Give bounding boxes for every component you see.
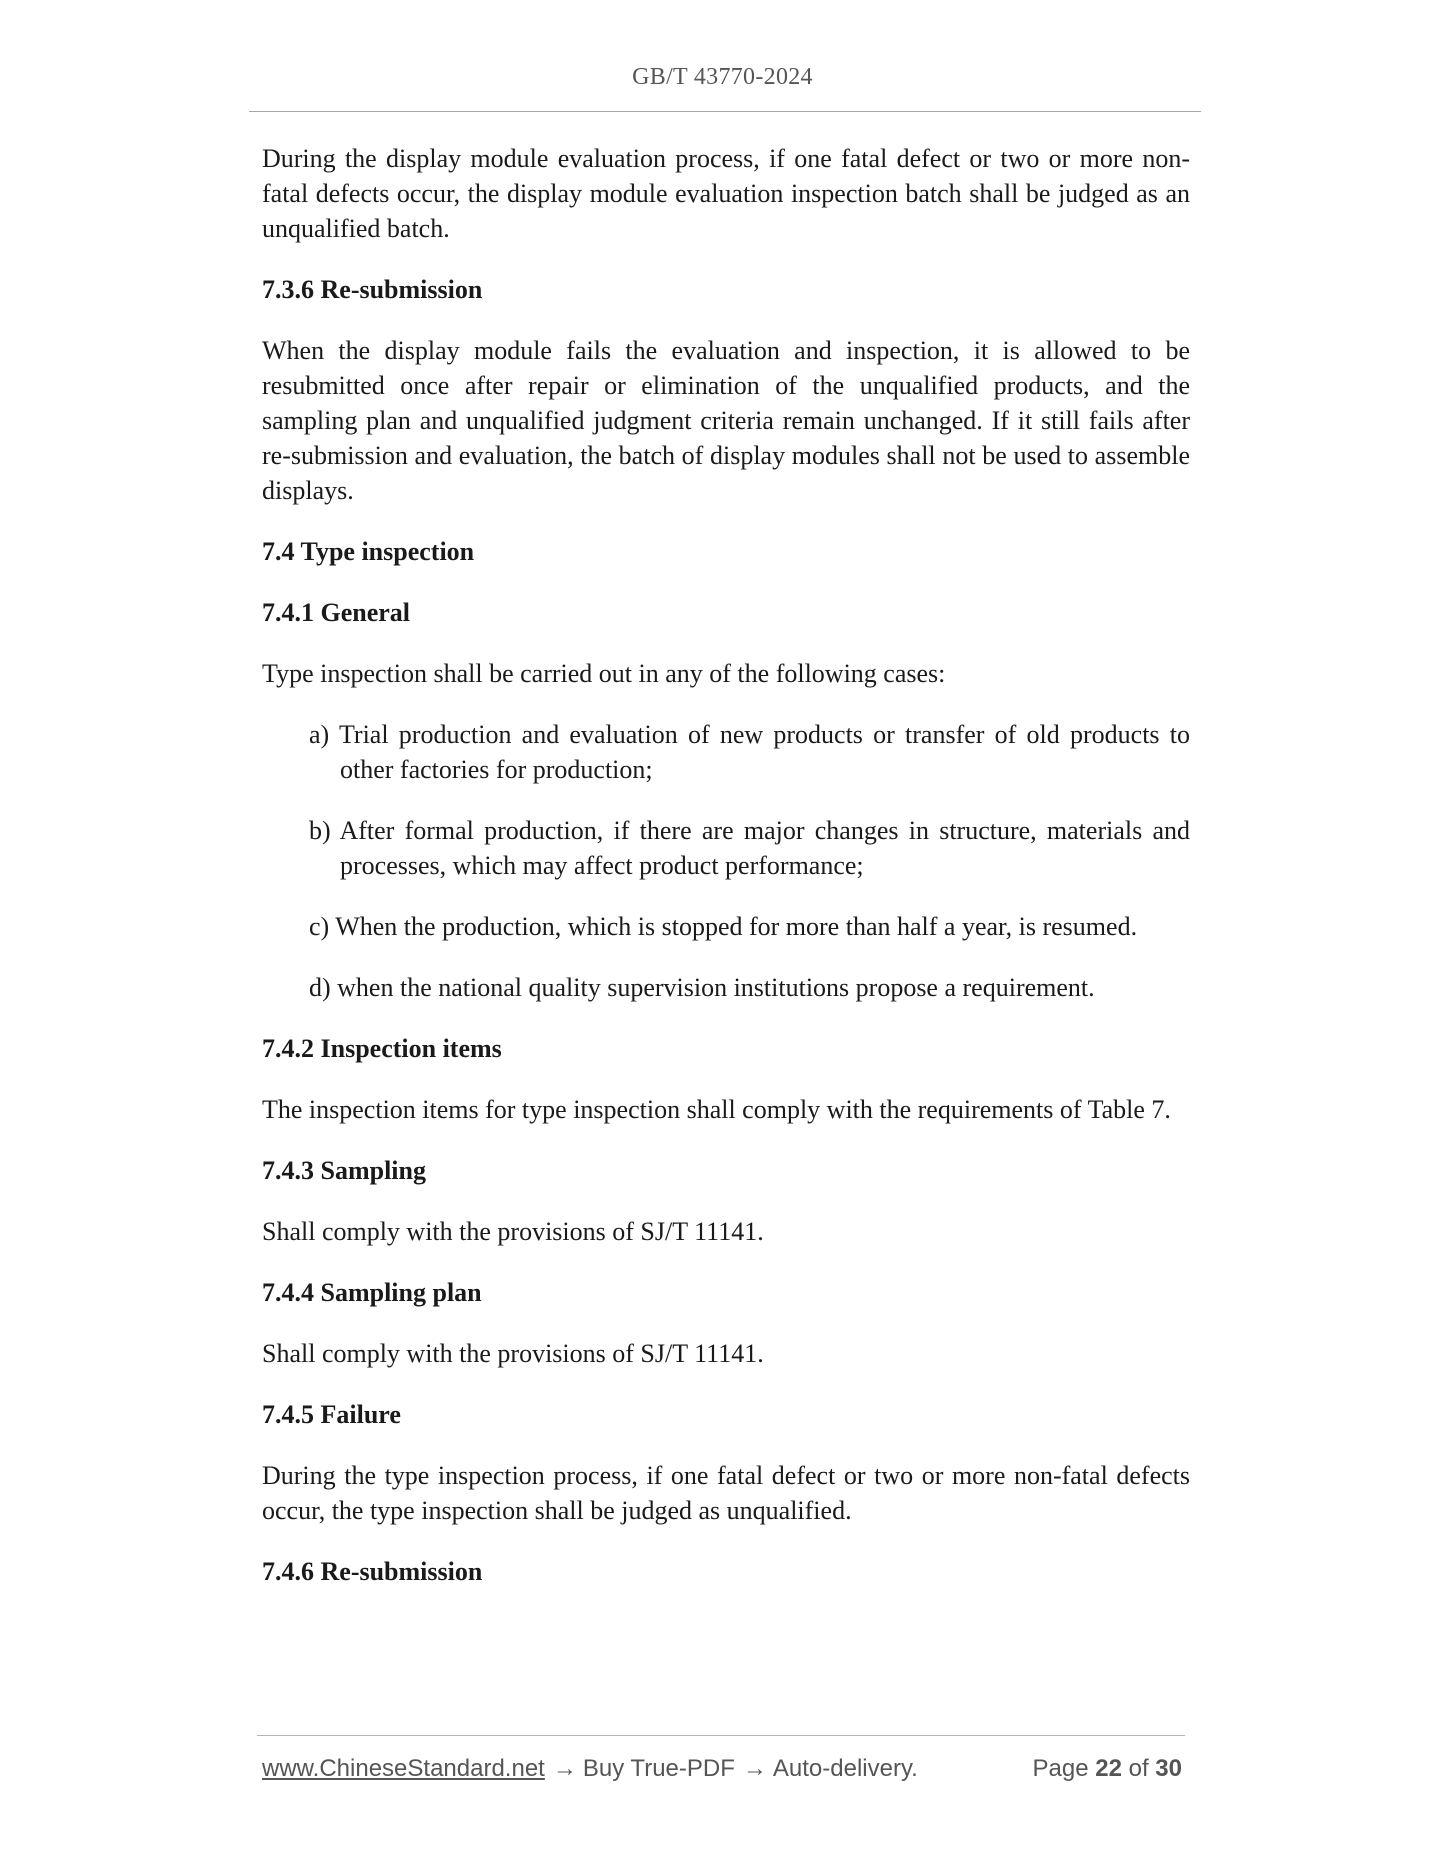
- list-item: d) when the national quality supervision institutions propose a requirement.: [309, 973, 1095, 1002]
- current-page-number: 22: [1095, 1755, 1122, 1782]
- buy-true-pdf-text: Buy True-PDF: [582, 1755, 735, 1782]
- paragraph-evaluation-failure: During the display module evaluation process, if one fatal defect or two or more non-fatal defects occur, the display module evaluation inspection batch shall be judged as an unqualified batch.: [262, 144, 1190, 243]
- footer-divider: [257, 1735, 1185, 1736]
- paragraph-inspection-items: The inspection items for type inspection shall comply with the requirements of Table 7.: [262, 1095, 1171, 1124]
- page-of-label: of: [1128, 1755, 1149, 1782]
- paragraph-sampling: Shall comply with the provisions of SJ/T 11141.: [262, 1217, 764, 1246]
- list-item: a) Trial production and evaluation of new products or transfer of old products to other factories for production;: [309, 720, 1190, 784]
- arrow-right-icon: →: [552, 1755, 577, 1782]
- auto-delivery-text: Auto-delivery.: [772, 1755, 918, 1782]
- paragraph-resubmission-module: When the display module fails the evaluation and inspection, it is allowed to be resubmitted once after repair or elimination of the unqualified products, and the sampling plan and unqualified judgment criteria remain unchanged. If it still fails after re-submission and evaluation, the batch of display modules shall not be used to assemble displays.: [262, 336, 1190, 505]
- footer-promo: [262, 1751, 918, 1787]
- document-number-header: GB/T 43770-2024: [632, 64, 813, 90]
- total-page-count: 30: [1155, 1755, 1182, 1782]
- paragraph-sampling-plan: Shall comply with the provisions of SJ/T 11141.: [262, 1339, 764, 1368]
- website-link[interactable]: www.ChineseStandard.net: [262, 1755, 545, 1782]
- heading-7-4-5: 7.4.5 Failure: [262, 1400, 401, 1429]
- arrow-right-icon: →: [742, 1755, 767, 1782]
- header-divider: [249, 111, 1201, 112]
- heading-7-4-6: 7.4.6 Re-submission: [262, 1557, 483, 1586]
- page-body: [262, 141, 1190, 1615]
- heading-7-4-1: 7.4.1 General: [262, 598, 411, 627]
- heading-7-3-6: 7.3.6 Re-submission: [262, 275, 483, 304]
- heading-7-4-3: 7.4.3 Sampling: [262, 1156, 426, 1185]
- page-footer: [262, 1751, 1182, 1787]
- list-item: b) After formal production, if there are major changes in structure, materials and processes, which may affect product performance;: [309, 816, 1190, 880]
- page-label: Page: [1032, 1755, 1089, 1782]
- heading-7-4: 7.4 Type inspection: [262, 537, 475, 566]
- cases-list: [262, 717, 1190, 1005]
- heading-7-4-2: 7.4.2 Inspection items: [262, 1034, 502, 1063]
- paragraph-type-inspection-cases: Type inspection shall be carried out in any of the following cases:: [262, 659, 946, 688]
- heading-7-4-4: 7.4.4 Sampling plan: [262, 1278, 482, 1307]
- paragraph-failure: During the type inspection process, if one fatal defect or two or more non-fatal defects occur, the type inspection shall be judged as unqualified.: [262, 1461, 1190, 1525]
- page-number: [1033, 1751, 1183, 1787]
- list-item: c) When the production, which is stopped for more than half a year, is resumed.: [309, 912, 1138, 941]
